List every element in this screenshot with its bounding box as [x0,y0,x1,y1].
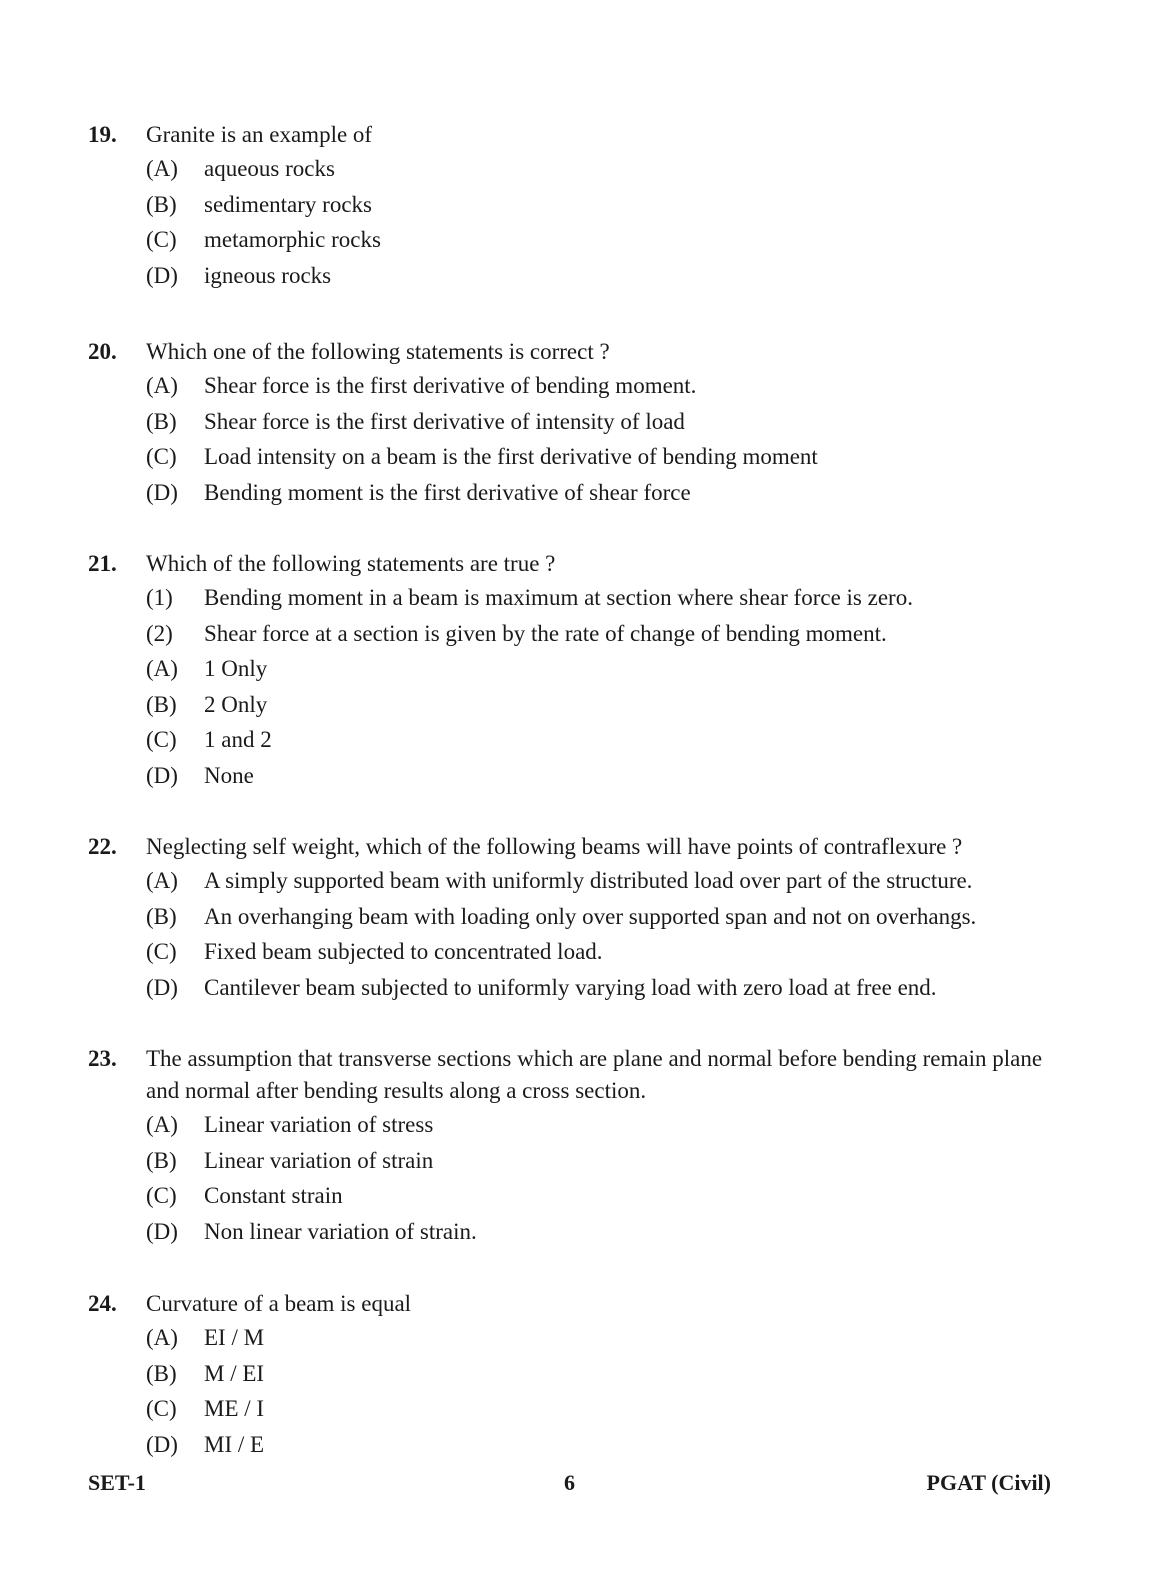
option-text: Load intensity on a beam is the first derivative of bending moment [204,444,818,469]
option [146,863,1078,899]
question-header [88,831,1078,863]
page-number: 6 [564,1470,575,1495]
option-text: aqueous rocks [204,156,335,181]
question-text: Curvature of a beam is equal [146,1291,412,1316]
exam-title: PGAT (Civil) [926,1470,1051,1495]
option-label: (A) [146,1112,178,1137]
option-text: 1 and 2 [204,727,272,752]
question-header [88,1043,1078,1107]
option-text: EI / M [204,1325,265,1350]
question-text: Which one of the following statements is correct ? [146,339,610,364]
option-label: (D) [146,1431,178,1457]
option-text: igneous rocks [204,262,332,288]
question-19 [88,119,1078,293]
question-text: The assumption that transverse sections which are plane and normal before bending remain plane and normal after bending results along a cross section. [146,1046,1043,1103]
option-text: Bending moment is the first derivative of shear force [204,479,691,505]
option-text: 1 Only [204,656,268,681]
option [146,151,1078,187]
option-label: (D) [146,974,178,1000]
option [146,758,1078,794]
statement-text: Shear force at a section is given by the rate of change of bending moment. [204,620,887,646]
option-label: (D) [146,762,178,788]
option [146,1356,1078,1392]
question-text: Which of the following statements are true ? [146,551,556,576]
option-label: (C) [146,727,177,752]
set-label: SET-1 [88,1470,146,1495]
option [146,722,1078,758]
question-number: 23. [88,1046,117,1071]
option [146,651,1078,687]
option-text: MI / E [204,1431,265,1457]
question-22 [88,831,1078,1005]
option [146,899,1078,935]
option-label: (A) [146,373,178,398]
question-number: 24. [88,1291,117,1316]
option [146,687,1078,723]
question-number: 19. [88,122,117,147]
option-text: Fixed beam subjected to concentrated load. [204,939,603,964]
option-label: (B) [146,1147,177,1173]
statement [146,580,1078,616]
option-label: (C) [146,444,177,469]
option [146,439,1078,475]
option-label: (C) [146,227,177,252]
option-label: (B) [146,191,177,217]
option [146,970,1078,1006]
option [146,1214,1078,1250]
statement-label: (2) [146,620,173,646]
statement [146,616,1078,652]
option-label: (C) [146,1396,177,1421]
option [146,1178,1078,1214]
option-text: Constant strain [204,1183,343,1208]
question-24 [88,1288,1078,1462]
option [146,187,1078,223]
option-label: (B) [146,691,177,717]
option [146,404,1078,440]
option-text: Linear variation of strain [204,1147,434,1173]
option-text: ME / I [204,1396,265,1421]
statement-text: Bending moment in a beam is maximum at section where shear force is zero. [204,585,913,610]
option-text: None [204,762,254,788]
question-number: 22. [88,834,117,859]
question-text: Granite is an example of [146,122,373,147]
option-text: M / EI [204,1360,265,1386]
option [146,1143,1078,1179]
option-text: Linear variation of stress [204,1112,434,1137]
option [146,222,1078,258]
option [146,1107,1078,1143]
option [146,368,1078,404]
option-text: metamorphic rocks [204,227,381,252]
option [146,258,1078,294]
option [146,475,1078,511]
option-text: Non linear variation of strain. [204,1218,477,1244]
option [146,1427,1078,1463]
option-label: (D) [146,262,178,288]
option-label: (B) [146,408,177,434]
question-23 [88,1043,1078,1249]
question-text: Neglecting self weight, which of the following beams will have points of contraflexure ? [146,834,963,859]
question-number: 20. [88,339,117,364]
page-footer [88,1470,1051,1500]
option-text: Cantilever beam subjected to uniformly varying load with zero load at free end. [204,974,937,1000]
question-21 [88,548,1078,793]
option-text: 2 Only [204,691,268,717]
option-label: (A) [146,156,178,181]
option-text: Shear force is the first derivative of intensity of load [204,408,685,434]
option [146,1391,1078,1427]
option-label: (A) [146,868,178,893]
question-header [88,1288,1078,1320]
option-label: (A) [146,656,178,681]
option-label: (C) [146,1183,177,1208]
option-text: A simply supported beam with uniformly distributed load over part of the structure. [204,868,973,893]
question-header [88,548,1078,580]
question-20 [88,336,1078,510]
option [146,934,1078,970]
option-text: sedimentary rocks [204,191,372,217]
option-label: (D) [146,1218,178,1244]
question-header [88,119,1078,151]
option-text: An overhanging beam with loading only over supported span and not on overhangs. [204,903,977,929]
question-number: 21. [88,551,117,576]
option-label: (A) [146,1325,178,1350]
option-label: (D) [146,479,178,505]
option-label: (B) [146,1360,177,1386]
option-label: (B) [146,903,177,929]
option-label: (C) [146,939,177,964]
option [146,1320,1078,1356]
question-header [88,336,1078,368]
option-text: Shear force is the first derivative of bending moment. [204,373,697,398]
statement-label: (1) [146,585,173,610]
